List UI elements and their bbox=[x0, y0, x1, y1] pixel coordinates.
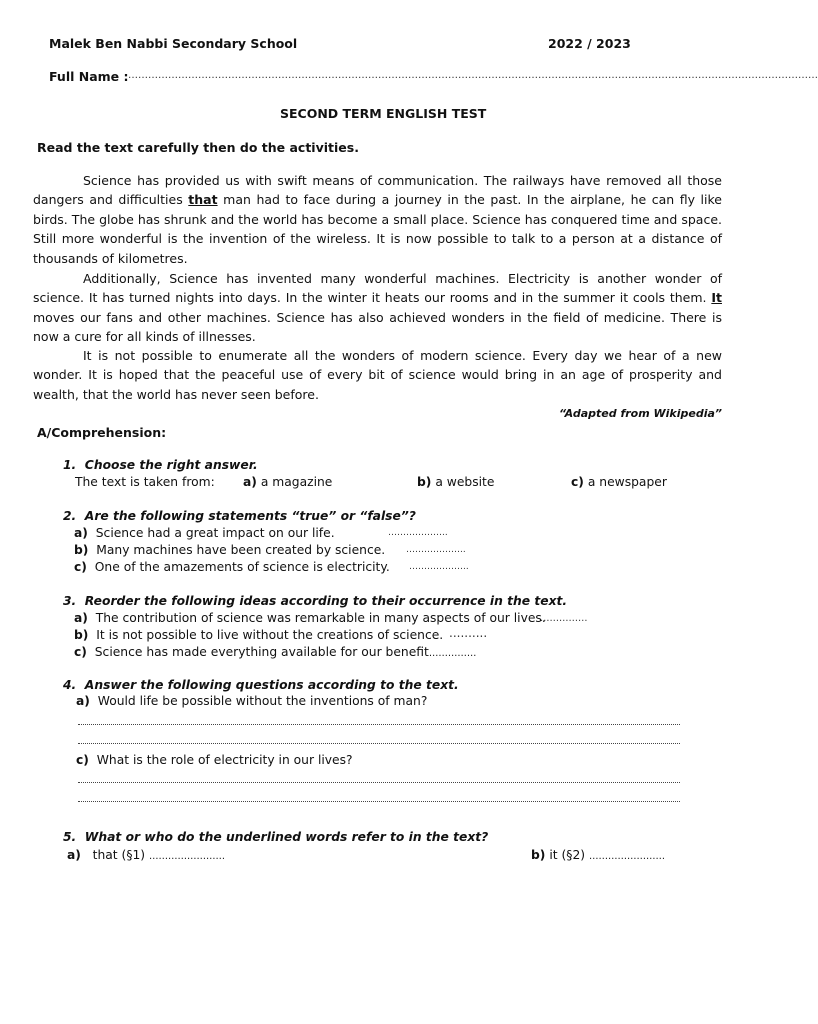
full-name-label: Full Name : bbox=[49, 69, 129, 84]
q2-item-a-label: a) bbox=[74, 526, 88, 540]
paragraph-1-part-2: man had to face during a journey in the past. In the airplane, he can fly like birds. The globe has shrunk and the world has become a small place. Science has conquered time and space. Still more wonderful is the invention of the wireless. It is now possible to talk to a person at a distance of thousands of kilometres. bbox=[33, 192, 722, 266]
q4-item-a-label: a) bbox=[76, 694, 90, 708]
q4-c-answer-line-1[interactable] bbox=[78, 782, 680, 783]
underlined-word-it: It bbox=[711, 290, 722, 306]
q2-item-a bbox=[74, 526, 335, 540]
q3-item-a-text: The contribution of science was remarkable in many aspects of our lives. bbox=[95, 611, 546, 625]
q3-item-a bbox=[74, 611, 546, 625]
q1-option-c-text: a newspaper bbox=[587, 475, 667, 489]
q4-item-c-label: c) bbox=[76, 753, 89, 767]
q4-item-c bbox=[76, 753, 353, 767]
q5-item-a-text: that (§1) bbox=[92, 848, 146, 862]
q1-heading bbox=[63, 458, 258, 472]
q2-title: Are the following statements “true” or “false”? bbox=[84, 509, 416, 523]
q3-item-c bbox=[74, 645, 476, 659]
q1-option-b-text: a website bbox=[435, 475, 495, 489]
q2-item-a-answer[interactable]: ……………….. bbox=[388, 528, 448, 538]
q5-item-b bbox=[531, 848, 665, 862]
q3-item-a-answer[interactable]: …………… bbox=[540, 613, 588, 624]
q3-item-c-label: c) bbox=[74, 645, 87, 659]
q3-number: 3. bbox=[63, 594, 77, 608]
q3-item-c-text: Science has made everything available for our benefit bbox=[94, 645, 429, 659]
paragraph-3 bbox=[33, 346, 722, 404]
q1-option-a-text: a magazine bbox=[260, 475, 333, 489]
school-name: Malek Ben Nabbi Secondary School bbox=[49, 36, 298, 51]
q2-item-c-text: One of the amazements of science is electricity. bbox=[94, 560, 390, 574]
q1-stem: The text is taken from: bbox=[75, 475, 215, 489]
q5-item-a-answer[interactable]: …………………… bbox=[149, 851, 226, 862]
q1-number: 1. bbox=[63, 458, 77, 472]
q5-title: What or who do the underlined words refer to in the text? bbox=[84, 830, 489, 844]
section-comprehension: A/Comprehension: bbox=[37, 425, 167, 440]
q4-a-answer-line-2[interactable] bbox=[78, 743, 680, 744]
q3-item-b-text: It is not possible to live without the creations of science. bbox=[96, 628, 444, 642]
paragraph-1 bbox=[33, 171, 722, 268]
paragraph-2-part-2: moves our fans and other machines. Science has also achieved wonders in the field of medicine. There is now a cure for all kinds of illnesses. bbox=[33, 309, 722, 345]
q5-item-b-label: b) bbox=[531, 848, 546, 862]
q2-item-c bbox=[74, 560, 390, 574]
q1-option-a[interactable] bbox=[243, 475, 332, 489]
q5-heading bbox=[63, 830, 488, 844]
q2-item-c-label: c) bbox=[74, 560, 87, 574]
q4-item-a bbox=[76, 694, 427, 708]
q1-option-c[interactable] bbox=[571, 475, 667, 489]
q2-item-a-text: Science had a great impact on our life. bbox=[95, 526, 335, 540]
q3-title: Reorder the following ideas according to their occurrence in the text. bbox=[84, 594, 568, 608]
q5-number: 5. bbox=[63, 830, 77, 844]
paragraph-3-text: It is not possible to enumerate all the wonders of modern science. Every day we hear of a new wonder. It is hoped that the peaceful use of every bit of science would bring in an age of prosperity and wealth, that the world has never seen before. bbox=[33, 348, 722, 402]
q2-item-b-answer[interactable]: ……………….. bbox=[406, 545, 466, 555]
q1-title: Choose the right answer. bbox=[84, 458, 258, 472]
q1-option-b-label: b) bbox=[417, 475, 432, 489]
paragraph-1-part-1: Science has provided us with swift means of communication. The railways have removed all those dangers and difficulties bbox=[33, 173, 722, 208]
q4-heading bbox=[63, 678, 459, 692]
q2-item-b-label: b) bbox=[74, 543, 89, 557]
paragraph-2-part-1: Additionally, Science has invented many wonderful machines. Electricity is another wonder of science. It has turned nights into days. In the winter it heats our rooms and in the summer it cools them. bbox=[33, 271, 722, 306]
q4-a-answer-line-1[interactable] bbox=[78, 724, 680, 725]
q2-item-c-answer[interactable]: ……………….. bbox=[409, 562, 469, 572]
q1-option-c-label: c) bbox=[571, 475, 584, 489]
q5-item-b-text: it (§2) bbox=[549, 848, 586, 862]
instructions: Read the text carefully then do the activities. bbox=[37, 140, 359, 155]
q2-item-b-text: Many machines have been created by science. bbox=[96, 543, 386, 557]
source-citation: “Adapted from Wikipedia” bbox=[559, 407, 722, 420]
q1-option-b[interactable] bbox=[417, 475, 494, 489]
q5-item-a-label: a) bbox=[67, 848, 81, 862]
test-title: SECOND TERM ENGLISH TEST bbox=[280, 106, 487, 121]
q1-option-a-label: a) bbox=[243, 475, 257, 489]
q2-number: 2. bbox=[63, 509, 77, 523]
underlined-word-that: that bbox=[188, 192, 218, 208]
q4-item-a-text: Would life be possible without the inventions of man? bbox=[97, 694, 428, 708]
q4-c-answer-line-2[interactable] bbox=[78, 801, 680, 802]
school-year: 2022 / 2023 bbox=[548, 36, 631, 51]
q3-item-b-label: b) bbox=[74, 628, 89, 642]
q3-item-c-answer[interactable]: …………… bbox=[428, 648, 477, 659]
q5-item-b-answer[interactable]: …………………… bbox=[589, 851, 665, 862]
q4-item-c-text: What is the role of electricity in our lives? bbox=[96, 753, 353, 767]
q3-item-b-answer[interactable]: .......... bbox=[449, 626, 488, 640]
q2-heading bbox=[63, 509, 416, 523]
q5-item-a bbox=[67, 848, 225, 862]
q4-title: Answer the following questions according to the text. bbox=[84, 678, 459, 692]
full-name-field[interactable]: ……………………………………………………………………………………………………………………………………………………………………………………… bbox=[128, 70, 818, 81]
q4-number: 4. bbox=[63, 678, 77, 692]
q3-heading bbox=[63, 594, 567, 608]
paragraph-2 bbox=[33, 269, 722, 347]
q3-item-b bbox=[74, 628, 443, 642]
q2-item-b bbox=[74, 543, 385, 557]
q3-item-a-label: a) bbox=[74, 611, 88, 625]
